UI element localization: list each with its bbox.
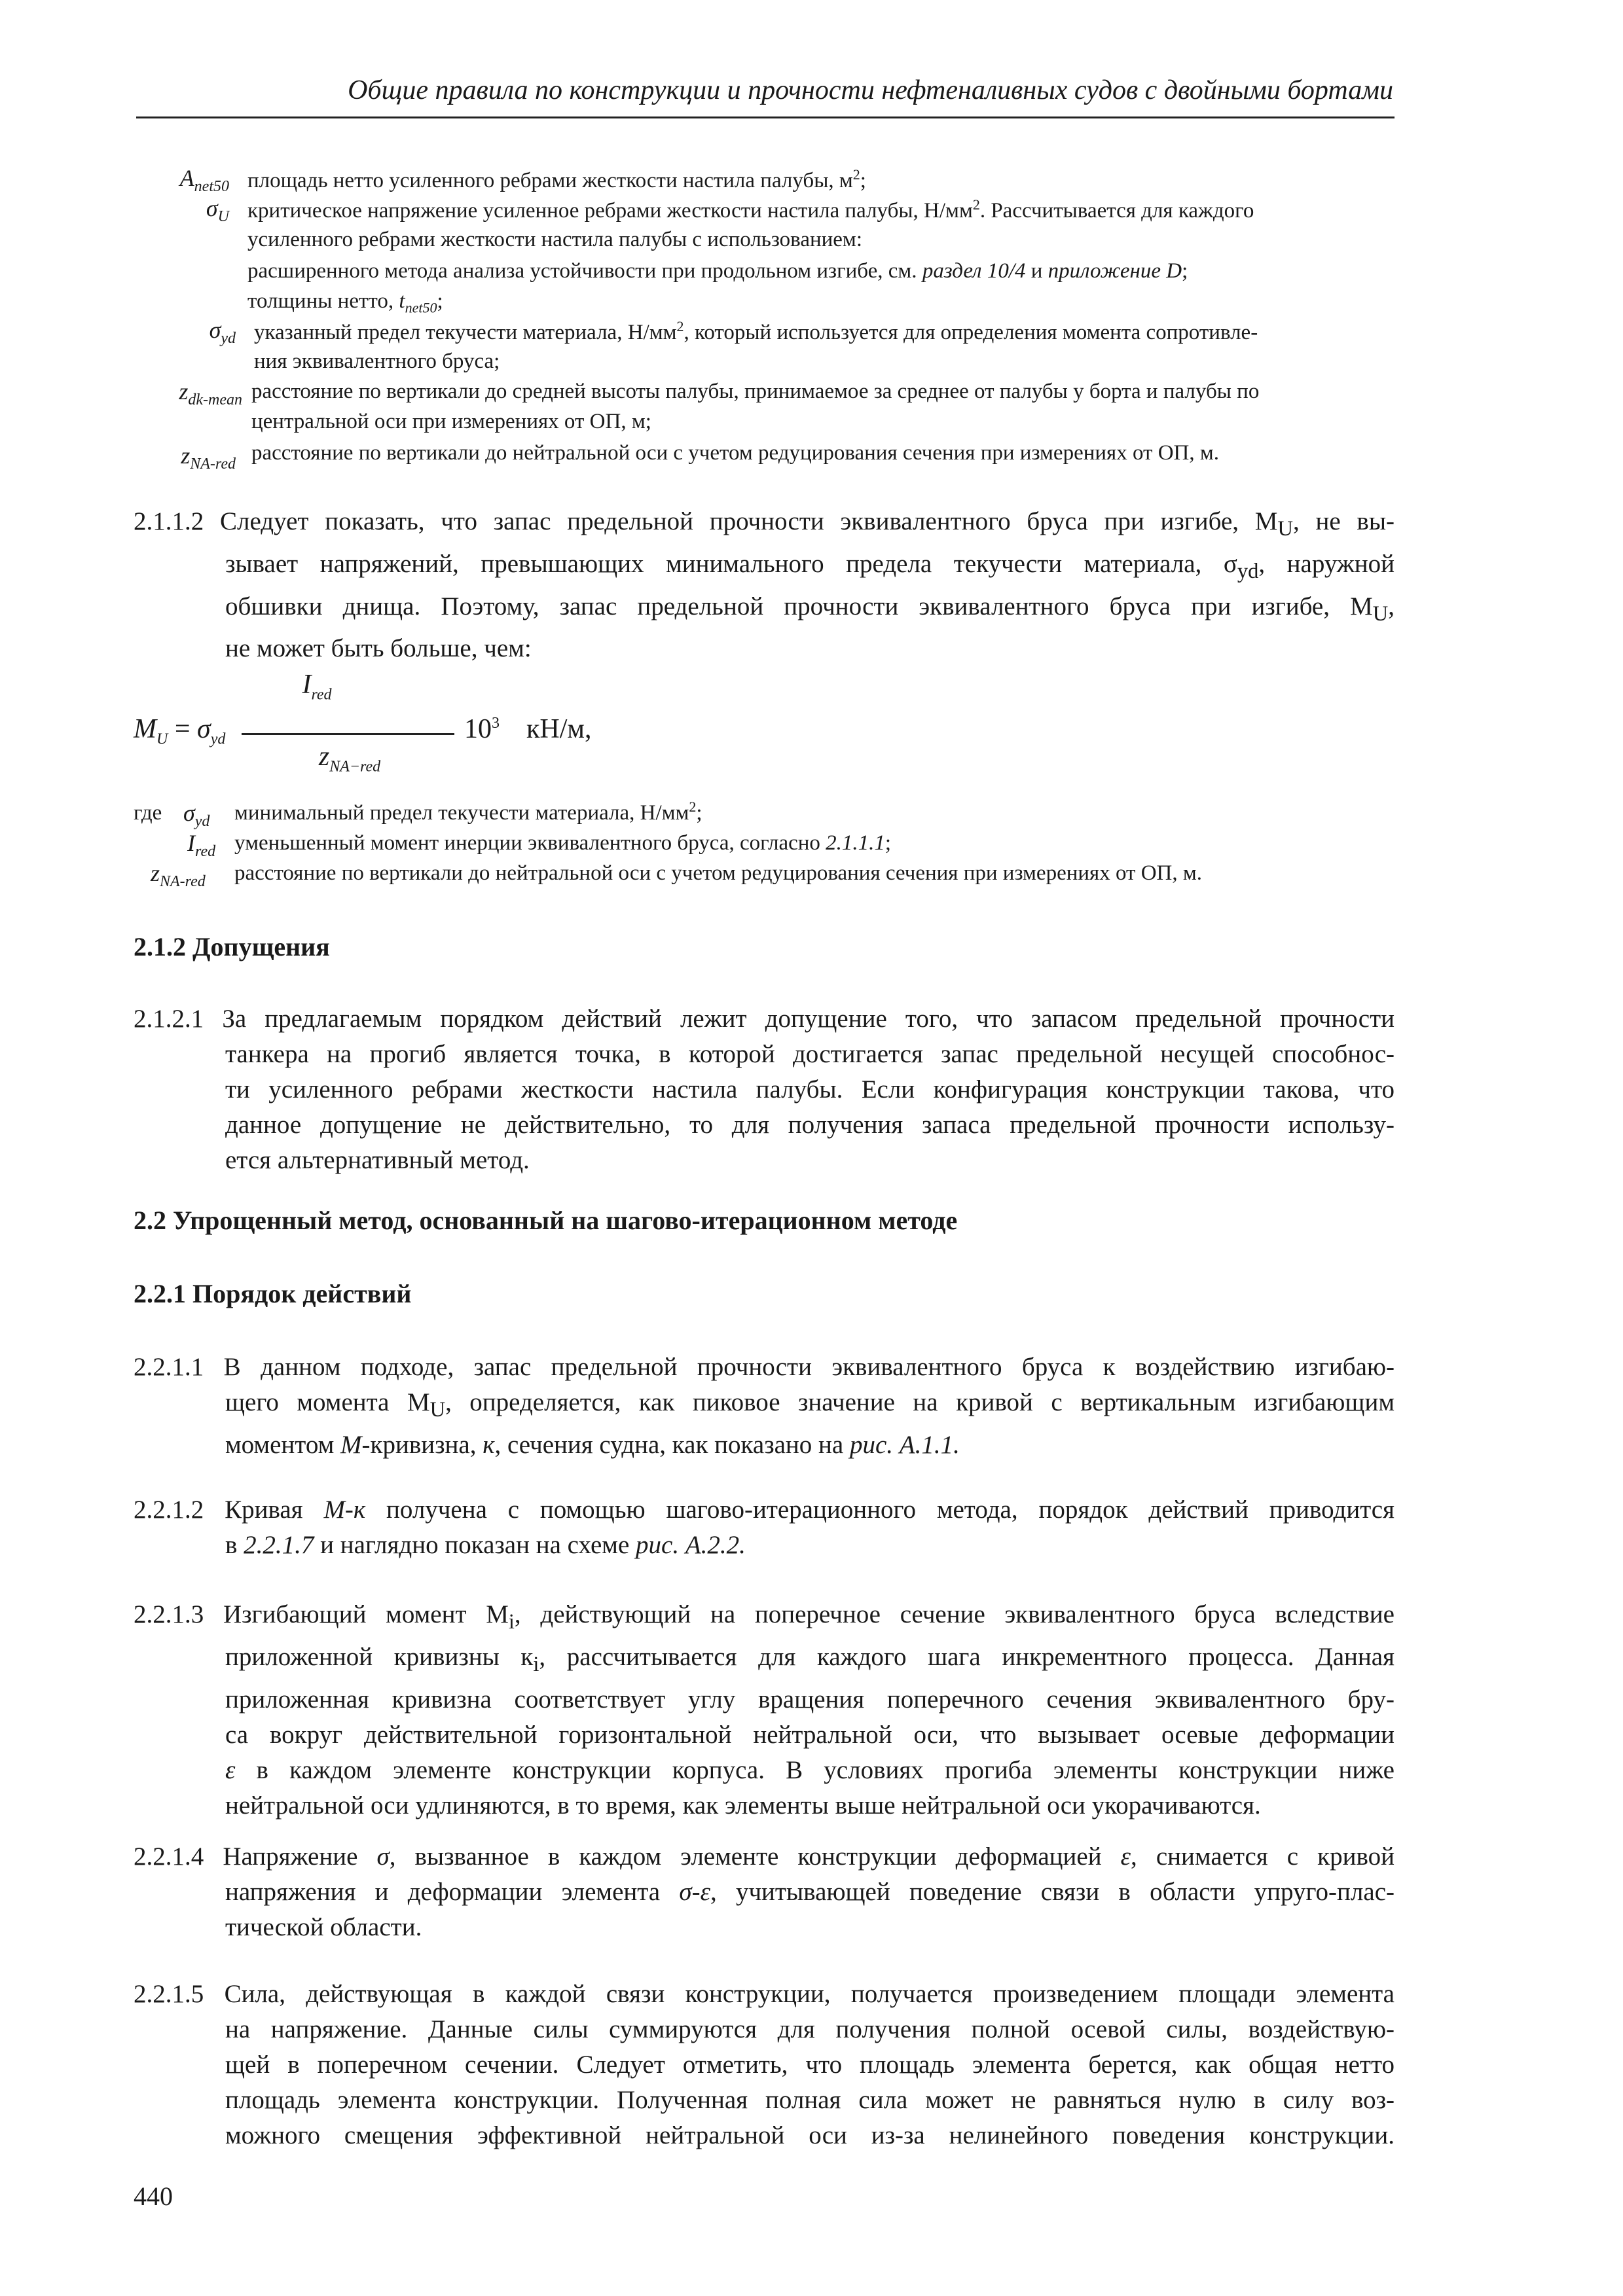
paragraph-line: напряжения и деформации элемента σ-ε, учитывающей поведение связи в области упруго-плас- [225, 1878, 1395, 1906]
paragraph-2-2-1-1 [134, 1350, 1395, 1463]
fraction-bar [242, 733, 454, 735]
symbol: $I_{red}$ [187, 830, 216, 861]
paragraph-line: 2.2.1.3 Изгибающий момент $M_i$, действующий на поперечное сечение эквивалентного бруса вследствие [134, 1600, 1395, 1634]
paragraph-line: в 2.2.1.7 и наглядно показан на схеме рис. A.2.2. [225, 1531, 746, 1559]
definition-text: площадь нетто усиленного ребрами жесткости настила палубы, $м^2$; [247, 166, 866, 192]
symbol: $A_{net50}$ [179, 165, 229, 196]
definition-list [0, 164, 1623, 471]
definition-text: критическое напряжение усиленное ребрами жесткости настила палубы, $Н/мм^2$. Рассчитывается для каждого [247, 196, 1254, 223]
section-heading-2-2: 2.2 Упрощенный метод, основанный на шагово-итерационном методе [134, 1206, 958, 1235]
where-text: уменьшенный момент инерции эквивалентного бруса, согласно 2.1.1.1; [234, 831, 892, 855]
paragraph-line: са вокруг действительной горизонтальной нейтральной оси, что вызывает осевые деформации [225, 1720, 1395, 1749]
where-list [0, 798, 1623, 897]
definition-text: расстояние по вертикали до нейтральной оси с учетом редуцирования сечения при измерениях от ОП, м. [251, 441, 1219, 465]
paragraph-line: 2.1.2.1 За предлагаемым порядком действий лежит допущение того, что запасом предельной прочности [134, 1005, 1395, 1033]
where-text: расстояние по вертикали до нейтральной оси с учетом редуцирования сечения при измерениях от ОП, м. [234, 861, 1202, 885]
where-label: где [134, 801, 162, 825]
paragraph-2-1-1-2 [134, 504, 1395, 666]
paragraph-line: зывает напряжений, превышающих минимального предела текучести материала, $\sigma_{yd}$, наружной [225, 549, 1395, 583]
formula-lhs: $M_U = \sigma_{yd}$ [134, 714, 226, 748]
paragraph-line: танкера на прогиб является точка, в которой достигается запас предельной несущей способнос- [225, 1040, 1395, 1068]
section-heading-2-2-1: 2.2.1 Порядок действий [134, 1279, 412, 1308]
where-text: минимальный предел текучести материала, $Н/мм^2$; [234, 798, 702, 825]
section-heading-2-1-2: 2.1.2 Допущения [134, 932, 330, 961]
paragraph-line: ти усиленного ребрами жесткости настила палубы. Если конфигурация конструкции такова, что [225, 1075, 1395, 1103]
formula-mu [134, 661, 723, 792]
paragraph-line: на напряжение. Данные силы суммируются для получения полной осевой силы, воздействую- [225, 2015, 1395, 2043]
formula-power: $10^3$ [464, 714, 500, 744]
paragraph-line: моментом M-кривизна, к, сечения судна, как показано на рис. A.1.1. [225, 1430, 960, 1459]
definition-text-cont: толщины нетто, $t_{net50}$; [247, 289, 443, 316]
formula-numerator: $I_{red}$ [302, 670, 332, 704]
paragraph-line: данное допущение не действительно, то для получения запаса предельной прочности использу- [225, 1111, 1395, 1139]
definition-text-cont: усиленного ребрами жесткости настила палубы с использованием: [247, 228, 862, 251]
page-number: 440 [134, 2181, 173, 2211]
paragraph-2-2-1-2 [134, 1492, 1395, 1563]
paragraph-line: не может быть больше, чем: [225, 634, 532, 663]
paragraph-2-2-1-3 [134, 1597, 1395, 1823]
symbol: $\sigma_{yd}$ [183, 800, 210, 831]
symbol: $z_{dk-mean}$ [179, 378, 242, 409]
paragraph-line: 2.2.1.2 Кривая M-к получена с помощью шагово-итерационного метода, порядок действий приводится [134, 1496, 1395, 1524]
symbol: $\sigma_{yd}$ [209, 317, 236, 348]
paragraph-2-1-2-1 [134, 1001, 1395, 1178]
definition-text-cont: ния эквивалентного бруса; [254, 350, 500, 373]
formula-unit: кН/м, [526, 714, 592, 744]
paragraph-line: 2.2.1.5 Сила, действующая в каждой связи конструкции, получается произведением площади элемента [134, 1980, 1395, 2008]
paragraph-line: можного смещения эффективной нейтральной оси из-за нелинейного поведения конструкции. [225, 2121, 1395, 2149]
running-header: Общие правила по конструкции и прочности нефтеналивных судов с двойными бортами [348, 75, 1393, 105]
paragraph-line: 2.2.1.4 Напряжение σ, вызванное в каждом элементе конструкции деформацией ε, снимается с кривой [134, 1842, 1395, 1871]
symbol: $z_{NA-red}$ [151, 860, 206, 891]
paragraph-line: приложенная кривизна соответствует углу вращения поперечного сечения эквивалентного бру- [225, 1685, 1395, 1713]
symbol: $\sigma_U$ [206, 195, 229, 226]
definition-text-cont: расширенного метода анализа устойчивости при продольном изгибе, см. раздел 10/4 и приложение D; [247, 259, 1188, 283]
paragraph-line: щего момента $M_U$, определяется, как пиковое значение на кривой с вертикальным изгибающим [225, 1388, 1395, 1422]
definition-text-cont: центральной оси при измерениях от ОП, м; [251, 410, 651, 433]
paragraph-line: ется альтернативный метод. [225, 1146, 530, 1174]
definition-text: расстояние по вертикали до средней высоты палубы, принимаемое за среднее от палубы у борта и палубы по [251, 380, 1260, 403]
formula-denominator: $z_{NA-red}$ [318, 742, 381, 776]
paragraph-line: щей в поперечном сечении. Следует отметить, что площадь элемента берется, как общая нетто [225, 2051, 1395, 2079]
paragraph-2-2-1-4 [134, 1839, 1395, 1945]
paragraph-line: обшивки днища. Поэтому, запас предельной прочности эквивалентного бруса при изгибе, $M_U$, [225, 592, 1395, 626]
header-rule [136, 117, 1395, 118]
paragraph-line: тической области. [225, 1913, 422, 1941]
paragraph-line: ε в каждом элементе конструкции корпуса. В условиях прогиба элементы конструкции ниже [225, 1755, 1395, 1784]
paragraph-line: площадь элемента конструкции. Полученная полная сила может не равняться нулю в силу воз- [225, 2086, 1395, 2114]
definition-text: указанный предел текучести материала, $Н/мм^2$, который используется для определения момента сопротивле- [254, 318, 1258, 344]
paragraph-line: 2.1.1.2 Следует показать, что запас предельной прочности эквивалентного бруса при изгибе, $M_U$, не вы- [134, 507, 1395, 541]
paragraph-line: 2.2.1.1 В данном подходе, запас предельной прочности эквивалентного бруса к воздействию изгибаю- [134, 1353, 1395, 1381]
paragraph-line: нейтральной оси удлиняются, в то время, как элементы выше нейтральной оси укорачиваются. [225, 1791, 1261, 1820]
paragraph-line: приложенной кривизны $к_i$, рассчитывается для каждого шага инкрементного процесса. Данная [225, 1642, 1395, 1676]
paragraph-2-2-1-5 [134, 1977, 1395, 2153]
symbol: $z_{NA-red}$ [181, 442, 236, 473]
